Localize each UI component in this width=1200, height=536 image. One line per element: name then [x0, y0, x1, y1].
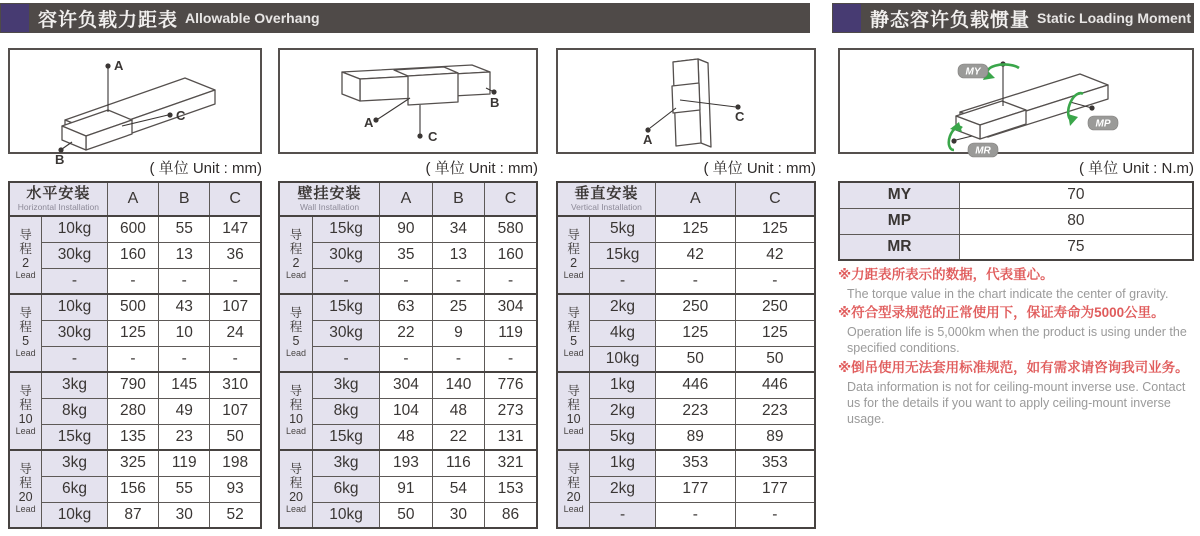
value-cell: 50: [210, 424, 261, 450]
load-cell: 6kg: [42, 476, 108, 502]
value-cell: -: [107, 346, 158, 372]
lead-group-label: 导 程 5 Lead: [557, 294, 590, 372]
lead-group-label: 导 程 10 Lead: [557, 372, 590, 450]
table-row: [279, 398, 537, 424]
header-title-zh: 静态容许负载惯量: [870, 9, 1031, 31]
load-cell: 3kg: [313, 372, 380, 398]
table-row: [557, 242, 815, 268]
note-text-zh: ※倒吊使用无法套用标准规范，如有需求请咨询我司业务。: [838, 359, 1189, 375]
lead-group-label: 导 程 10 Lead: [279, 372, 313, 450]
value-cell: 42: [735, 242, 815, 268]
value-cell: 353: [655, 450, 735, 476]
moment-diagram: [838, 48, 1194, 157]
value-cell: -: [655, 502, 735, 528]
table-row: [9, 502, 261, 528]
load-cell: 1kg: [590, 450, 656, 476]
column-header-c: C: [735, 182, 815, 216]
load-cell: 15kg: [313, 294, 380, 320]
load-cell: -: [313, 268, 380, 294]
value-cell: -: [380, 268, 433, 294]
installation-title-cell: [279, 182, 380, 216]
value-cell: 93: [210, 476, 261, 502]
value-cell: 116: [432, 450, 484, 476]
value-cell: -: [432, 268, 484, 294]
mr-badge: MR: [975, 145, 991, 157]
lead-group-label: 导 程 2 Lead: [557, 216, 590, 294]
value-cell: 119: [485, 320, 537, 346]
table-row: [279, 424, 537, 450]
value-cell: 9: [432, 320, 484, 346]
value-cell: 446: [655, 372, 735, 398]
table-row: [279, 320, 537, 346]
note-text-zh: ※符合型录规范的正常使用下，保证寿命为5000公里。: [838, 305, 1165, 321]
installation-title-zh: 壁挂安装: [297, 184, 362, 202]
table-row: [9, 320, 261, 346]
table-header-row: [557, 182, 815, 216]
value-cell: 86: [485, 502, 537, 528]
load-cell: -: [590, 502, 656, 528]
load-cell: 2kg: [590, 476, 656, 502]
value-cell: 107: [210, 294, 261, 320]
table-row: [557, 372, 815, 398]
value-cell: 177: [735, 476, 815, 502]
lead-group-label: 导 程 5 Lead: [279, 294, 313, 372]
table-row: [557, 294, 815, 320]
value-cell: 353: [735, 450, 815, 476]
load-cell: 4kg: [590, 320, 656, 346]
table-row: [557, 268, 815, 294]
horizontal-installation-block: [8, 0, 262, 536]
column-header-a: A: [655, 182, 735, 216]
value-cell: 13: [432, 242, 484, 268]
table-row: [279, 476, 537, 502]
value-cell: 24: [210, 320, 261, 346]
value-cell: 790: [107, 372, 158, 398]
moment-value-cell: 70: [959, 182, 1193, 208]
value-cell: 119: [159, 450, 210, 476]
value-cell: 145: [159, 372, 210, 398]
lead-group-label: 导 程 20 Lead: [9, 450, 42, 528]
note-text-zh: ※力距表所表示的数据，代表重心。: [838, 267, 1054, 282]
table-row: [279, 242, 537, 268]
value-cell: 135: [107, 424, 158, 450]
value-cell: -: [485, 268, 537, 294]
table-row: [279, 502, 537, 528]
vertical-rail-diagram: [558, 50, 814, 152]
load-cell: 2kg: [590, 398, 656, 424]
moment-value-cell: 75: [959, 234, 1193, 260]
installation-title-en: Vertical Installation: [570, 202, 642, 213]
isometric-rail-diagram: [10, 50, 260, 167]
load-cell: -: [42, 346, 108, 372]
load-cell: 30kg: [42, 242, 108, 268]
vertical-installation-block: [556, 0, 816, 536]
value-cell: 273: [485, 398, 537, 424]
load-cell: 6kg: [313, 476, 380, 502]
table-row: [9, 268, 261, 294]
installation-title-cell: [9, 182, 107, 216]
table-row: [9, 294, 261, 320]
load-cell: 15kg: [313, 424, 380, 450]
vertical-installation-table: [556, 181, 816, 529]
unit-label-nm: ( 单位 Unit : N.m): [1079, 160, 1194, 177]
load-cell: -: [313, 346, 380, 372]
load-cell: 30kg: [313, 320, 380, 346]
value-cell: 50: [380, 502, 433, 528]
table-header-row: [279, 182, 537, 216]
lead-group-label: 导 程 20 Lead: [279, 450, 313, 528]
point-c-label: C: [176, 108, 186, 123]
value-cell: 22: [380, 320, 433, 346]
moment-table: [838, 181, 1194, 261]
wall-installation-block: [278, 0, 538, 536]
table-row: [9, 450, 261, 476]
static-loading-moment-block: [838, 0, 1194, 536]
value-cell: 140: [432, 372, 484, 398]
value-cell: 55: [159, 476, 210, 502]
value-cell: 198: [210, 450, 261, 476]
table-row: [279, 216, 537, 242]
point-a-label: A: [114, 58, 124, 73]
column-header-c: C: [485, 182, 537, 216]
value-cell: -: [655, 268, 735, 294]
load-cell: 10kg: [313, 502, 380, 528]
table-row: [9, 372, 261, 398]
table-header-row: [9, 182, 261, 216]
column-header-b: B: [159, 182, 210, 216]
moment-label-cell: MR: [839, 234, 959, 260]
value-cell: 600: [107, 216, 158, 242]
value-cell: 131: [485, 424, 537, 450]
load-cell: 3kg: [42, 450, 108, 476]
point-b-label: B: [490, 95, 500, 110]
mp-badge: MP: [1095, 118, 1111, 130]
load-cell: 10kg: [42, 294, 108, 320]
column-header-c: C: [210, 182, 261, 216]
value-cell: 147: [210, 216, 261, 242]
load-cell: 5kg: [590, 216, 656, 242]
table-row: [279, 372, 537, 398]
value-cell: 125: [107, 320, 158, 346]
load-cell: 5kg: [590, 424, 656, 450]
note-text-en: Data information is not for ceiling-mount inverse use. Contact us for the details if you want to apply ceiling-mount inverse usage.: [847, 379, 1186, 427]
point-a-label: A: [364, 115, 374, 130]
load-cell: 10kg: [42, 502, 108, 528]
moment-row: [839, 208, 1193, 234]
value-cell: 55: [159, 216, 210, 242]
value-cell: 304: [380, 372, 433, 398]
moment-value-cell: 80: [959, 208, 1193, 234]
wall-installation-table: [278, 181, 538, 529]
load-cell: 1kg: [590, 372, 656, 398]
table-row: [557, 424, 815, 450]
value-cell: -: [380, 346, 433, 372]
value-cell: 25: [432, 294, 484, 320]
note-item: [838, 358, 1194, 428]
note-text-en: The torque value in the chart indicate the center of gravity.: [847, 286, 1169, 301]
table-row: [557, 502, 815, 528]
value-cell: 193: [380, 450, 433, 476]
my-badge: MY: [965, 66, 981, 78]
load-cell: 3kg: [42, 372, 108, 398]
load-cell: 30kg: [42, 320, 108, 346]
installation-title-zh: 水平安装: [26, 184, 91, 202]
horizontal-installation-table: [8, 181, 262, 529]
table-row: [557, 450, 815, 476]
value-cell: 30: [159, 502, 210, 528]
value-cell: 446: [735, 372, 815, 398]
table-row: [557, 320, 815, 346]
value-cell: 87: [107, 502, 158, 528]
column-header-b: B: [432, 182, 484, 216]
value-cell: 34: [432, 216, 484, 242]
load-cell: 10kg: [590, 346, 656, 372]
lead-group-label: 导 程 20 Lead: [557, 450, 590, 528]
value-cell: -: [432, 346, 484, 372]
value-cell: 160: [485, 242, 537, 268]
table-row: [557, 346, 815, 372]
value-cell: 50: [735, 346, 815, 372]
value-cell: 89: [655, 424, 735, 450]
lead-group-label: 导 程 2 Lead: [279, 216, 313, 294]
table-row: [557, 398, 815, 424]
value-cell: 90: [380, 216, 433, 242]
column-header-a: A: [107, 182, 158, 216]
value-cell: 42: [655, 242, 735, 268]
value-cell: -: [159, 268, 210, 294]
value-cell: -: [159, 346, 210, 372]
load-cell: 15kg: [590, 242, 656, 268]
note-item: [838, 303, 1194, 356]
value-cell: 223: [735, 398, 815, 424]
unit-label-mm: ( 单位 Unit : mm): [149, 160, 262, 177]
table-row: [9, 346, 261, 372]
value-cell: 250: [735, 294, 815, 320]
installation-title-zh: 垂直安装: [574, 184, 639, 202]
value-cell: 160: [107, 242, 158, 268]
table-row: [279, 450, 537, 476]
load-cell: -: [42, 268, 108, 294]
side-rail-diagram: [280, 50, 536, 152]
moment-label-cell: MY: [839, 182, 959, 208]
table-row: [279, 346, 537, 372]
value-cell: -: [210, 346, 261, 372]
horizontal-installation-diagram: [8, 48, 262, 167]
value-cell: 48: [432, 398, 484, 424]
value-cell: 321: [485, 450, 537, 476]
point-c-label: C: [735, 109, 745, 124]
point-c-label: C: [428, 129, 438, 144]
load-cell: 30kg: [313, 242, 380, 268]
value-cell: 310: [210, 372, 261, 398]
load-cell: 15kg: [42, 424, 108, 450]
table-row: [557, 476, 815, 502]
lead-group-label: 导 程 2 Lead: [9, 216, 42, 294]
value-cell: 30: [432, 502, 484, 528]
unit-label-mm: ( 单位 Unit : mm): [425, 160, 538, 177]
table-row: [279, 268, 537, 294]
load-cell: 10kg: [42, 216, 108, 242]
table-row: [9, 242, 261, 268]
value-cell: 10: [159, 320, 210, 346]
value-cell: 43: [159, 294, 210, 320]
table-row: [9, 216, 261, 242]
value-cell: -: [107, 268, 158, 294]
value-cell: 107: [210, 398, 261, 424]
moment-axes-diagram: [840, 50, 1192, 157]
value-cell: 50: [655, 346, 735, 372]
value-cell: 125: [655, 216, 735, 242]
value-cell: 580: [485, 216, 537, 242]
value-cell: -: [210, 268, 261, 294]
value-cell: 125: [655, 320, 735, 346]
value-cell: 500: [107, 294, 158, 320]
value-cell: 49: [159, 398, 210, 424]
column-header-a: A: [380, 182, 433, 216]
installation-title-cell: [557, 182, 655, 216]
value-cell: 22: [432, 424, 484, 450]
table-row: [557, 216, 815, 242]
value-cell: 35: [380, 242, 433, 268]
header-title-zh: 容许负载力距表: [38, 9, 179, 31]
value-cell: 280: [107, 398, 158, 424]
note-text-en: Operation life is 5,000km when the product is using under the specified conditions.: [847, 325, 1187, 356]
value-cell: 125: [735, 320, 815, 346]
load-cell: 15kg: [313, 216, 380, 242]
value-cell: 177: [655, 476, 735, 502]
value-cell: 153: [485, 476, 537, 502]
load-cell: 8kg: [42, 398, 108, 424]
table-row: [9, 398, 261, 424]
value-cell: 125: [735, 216, 815, 242]
value-cell: 63: [380, 294, 433, 320]
moment-row: [839, 234, 1193, 260]
note-item: [838, 265, 1194, 302]
value-cell: 325: [107, 450, 158, 476]
value-cell: 89: [735, 424, 815, 450]
load-cell: 8kg: [313, 398, 380, 424]
installation-title-en: Horizontal Installation: [17, 202, 100, 213]
value-cell: -: [735, 502, 815, 528]
unit-label-mm: ( 单位 Unit : mm): [703, 160, 816, 177]
table-row: [9, 424, 261, 450]
moment-row: [839, 182, 1193, 208]
value-cell: 23: [159, 424, 210, 450]
installation-title-en: Wall Installation: [299, 202, 360, 213]
value-cell: -: [485, 346, 537, 372]
table-row: [9, 476, 261, 502]
wall-installation-diagram: [278, 48, 538, 154]
value-cell: 52: [210, 502, 261, 528]
load-cell: 2kg: [590, 294, 656, 320]
value-cell: -: [735, 268, 815, 294]
value-cell: 104: [380, 398, 433, 424]
vertical-installation-diagram: [556, 48, 816, 154]
value-cell: 304: [485, 294, 537, 320]
notes-list: [838, 265, 1194, 428]
table-row: [279, 294, 537, 320]
value-cell: 54: [432, 476, 484, 502]
lead-group-label: 导 程 10 Lead: [9, 372, 42, 450]
value-cell: 776: [485, 372, 537, 398]
header-title-en: Static Loading Moment: [1037, 10, 1192, 26]
value-cell: 48: [380, 424, 433, 450]
load-cell: -: [590, 268, 656, 294]
value-cell: 223: [655, 398, 735, 424]
header-title-en: Allowable Overhang: [185, 10, 320, 26]
value-cell: 156: [107, 476, 158, 502]
value-cell: 13: [159, 242, 210, 268]
load-cell: 3kg: [313, 450, 380, 476]
value-cell: 91: [380, 476, 433, 502]
point-a-label: A: [643, 132, 653, 147]
moment-label-cell: MP: [839, 208, 959, 234]
value-cell: 250: [655, 294, 735, 320]
point-b-label: B: [55, 152, 65, 167]
value-cell: 36: [210, 242, 261, 268]
lead-group-label: 导 程 5 Lead: [9, 294, 42, 372]
